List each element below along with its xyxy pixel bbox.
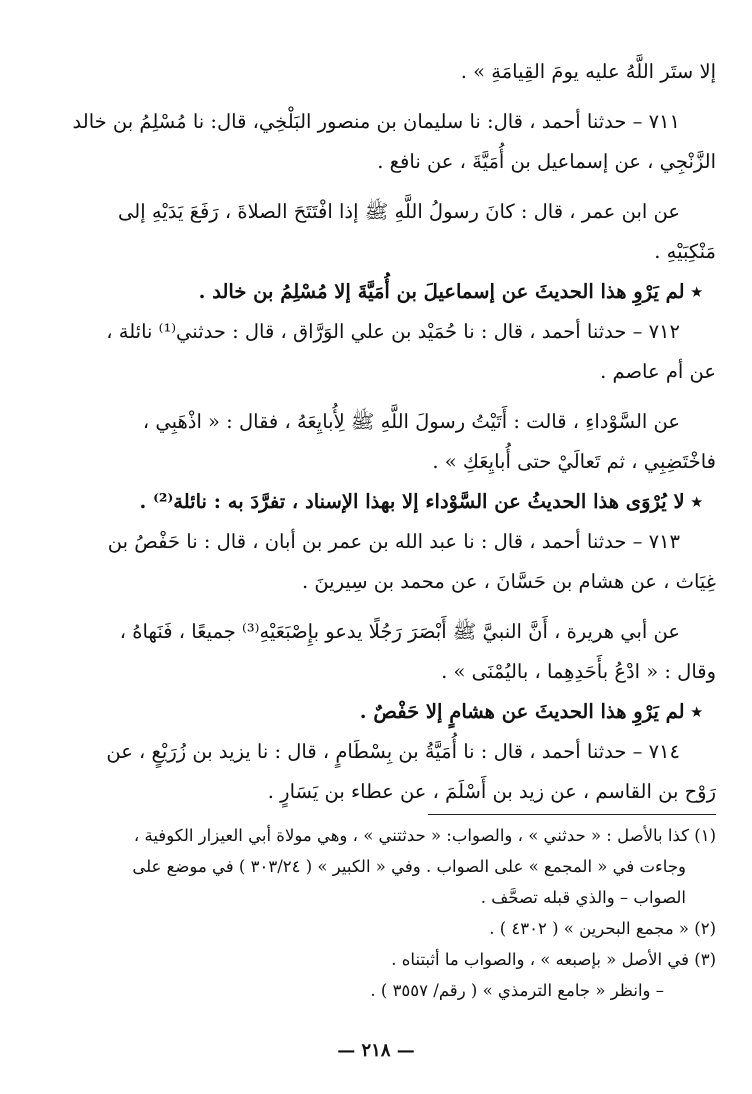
hadith-712-comment: ٭ لا يُرْوَى هذا الحديثُ عن السَّوْداء إلا بهذا الإسناد ، تفرَّدَ به : نائلة⁽²⁾ . bbox=[139, 490, 702, 513]
hadith-711-comment: ٭ لم يَرْوِ هذا الحديثَ عن إسماعيلَ بن أُمَيَّةَ إلا مُسْلِمُ بن خالد . bbox=[198, 280, 702, 303]
footnote-1: (١) كذا بالأصل : « حدثني » ، والصواب: « حدثتني » ، وهي مولاة أبي العيزار الكوفية ، bbox=[133, 826, 716, 845]
text-line: عن أم عاصم . bbox=[600, 360, 716, 383]
footnote-3: (٣) في الأصل « بإصبعه » ، والصواب ما أثبتناه . bbox=[391, 950, 716, 969]
hadith-713-heading: ٧١٣ – حدثنا أحمد ، قال : نا عبد الله بن عمر بن أبان ، قال : نا حَفْصُ بن bbox=[107, 530, 680, 553]
main-text bbox=[36, 52, 716, 812]
hadith-713-comment: ٭ لم يَرْوِ هذا الحديثَ عن هشامٍ إلا حَفْصٌ . bbox=[359, 700, 702, 723]
text-line: عن ابن عمر ، قال : كانَ رسولُ اللَّهِ ﷺ إذا افْتَتَحَ الصلاةَ ، رَفَعَ يَدَيْهِ إلى bbox=[118, 200, 680, 223]
page-number: — ٢١٨ — bbox=[337, 1040, 415, 1061]
footnote-1-continued: الصواب – والذي قبله تصحَّف . bbox=[480, 888, 686, 907]
text-line: مَنْكِبَيْهِ . bbox=[654, 240, 716, 263]
hadith-712-heading: ٧١٢ – حدثنا أحمد ، قال : نا حُمَيْد بن علي الوَرَّاق ، قال : حدثني⁽¹⁾ نائلة ، bbox=[106, 320, 680, 343]
text-line: رَوْح بن القاسم ، عن زيد بن أَسْلَمَ ، عن عطاء بن يَسَارٍ . bbox=[267, 780, 716, 803]
footnote-3-continued: – وانظر « جامع الترمذي » ( رقم/ ٣٥٥٧ ) . bbox=[370, 981, 664, 1000]
text-line: وقال : « ادْعُ بأَحَدِهِما ، باليُمْنَى » . bbox=[441, 660, 716, 683]
footnote-2: (٢) « مجمع البحرين » ( ٤٣٠٢ ) . bbox=[489, 919, 716, 938]
footnote-1-continued: وجاءت في « المجمع » على الصواب . وفي « الكبير » ( ٣٠٣/٢٤ ) في موضع على bbox=[132, 857, 686, 876]
footnotes bbox=[36, 820, 716, 1006]
text-line: عن السَّوْداءِ ، قالت : أَتَيْتُ رسولَ اللَّهِ ﷺ لِأُبايِعَهُ ، فقال : « اذْهَبِي ، bbox=[142, 410, 680, 433]
text-line: الزَّنْجِي ، عن إسماعيل بن أُمَيَّةَ ، عن نافع . bbox=[377, 150, 716, 173]
text-line: إلا ستَر اللَّهُ عليه يومَ القِيامَةِ » . bbox=[460, 60, 716, 83]
footnote-divider bbox=[428, 814, 716, 815]
hadith-711-heading: ٧١١ – حدثنا أحمد ، قال: نا سليمان بن منصور البَلْخِي، قال: نا مُسْلِمُ بن خالد bbox=[72, 110, 680, 133]
hadith-714-heading: ٧١٤ – حدثنا أحمد ، قال : نا أُمَيَّةُ بن بِسْطَامٍ ، قال : نا يزيد بن زُرَيْعٍ ، عن bbox=[106, 740, 680, 763]
text-line: فاخْتَضِبِي ، ثم تَعالَيْ حتى أُبايِعَكِ » . bbox=[432, 450, 716, 473]
text-line: غِيَاث ، عن هشام بن حَسَّانَ ، عن محمد بن سِيرينَ . bbox=[301, 570, 716, 593]
text-line: عن أبي هريرة ، أَنَّ النبيَّ ﷺ أَبْصَرَ رَجُلًا يدعو بإِصْبَعَيْهِ⁽³⁾ جميعًا ، فَنَهاهُ ، bbox=[119, 620, 680, 643]
